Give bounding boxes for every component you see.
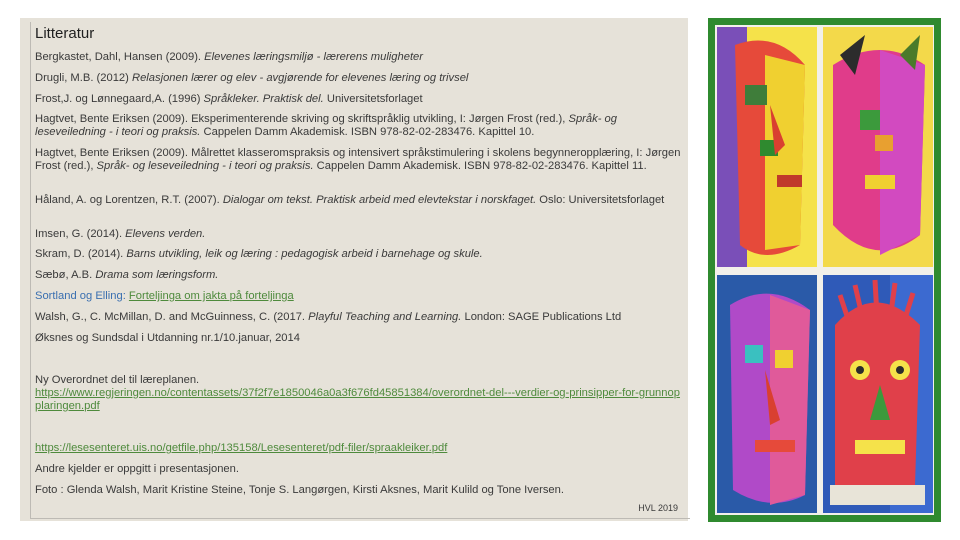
ref-text: Håland, A. og Lorentzen, R.T. (2007). bbox=[35, 194, 223, 206]
ref-text: Andre kjelder er oppgitt i presentasjonen. bbox=[35, 463, 239, 475]
artwork-photo bbox=[715, 25, 934, 515]
ref-title: Språkleker. Praktisk del. bbox=[203, 93, 324, 105]
ref-text: Foto : Glenda Walsh, Marit Kristine Steine, Tonje S. Langørgen, Kirsti Aksnes, Marit Kulild og Tone Iversen. bbox=[35, 484, 564, 496]
ref-title: Relasjonen lærer og elev - avgjørende for elevenes læring og trivsel bbox=[132, 72, 469, 84]
children-drawings-image bbox=[715, 25, 934, 515]
reference-item bbox=[35, 463, 685, 476]
ref-publisher: Oslo: Universitetsforlaget bbox=[536, 194, 665, 206]
reference-item bbox=[35, 248, 685, 261]
reference-item bbox=[35, 290, 685, 303]
ref-link[interactable]: Forteljinga om jakta på forteljinga bbox=[128, 290, 294, 302]
ref-text: Sæbø, A.B. bbox=[35, 269, 96, 281]
ref-text: Øksnes og Sundsdal i Utdanning nr.1/10.januar, 2014 bbox=[35, 332, 300, 344]
reference-item bbox=[35, 194, 685, 207]
reference-item bbox=[35, 311, 685, 324]
ref-title: Elevens verden. bbox=[125, 228, 206, 240]
ref-text: Frost,J. og Lønnegaard,A. (1996) bbox=[35, 93, 204, 105]
ref-text: Ny Overordnet del til læreplanen. bbox=[35, 374, 200, 386]
ref-title: Drama som læringsform. bbox=[95, 269, 219, 281]
footer-label: HVL 2019 bbox=[638, 503, 678, 513]
reference-item bbox=[35, 332, 685, 345]
reference-item bbox=[35, 374, 685, 413]
ref-publisher: Cappelen Damm Akademisk. ISBN 978-82-02-283476. Kapittel 10. bbox=[200, 126, 535, 138]
ref-text: Sortland og Elling: bbox=[35, 290, 129, 302]
ref-link[interactable]: https://lesesenteret.uis.no/getfile.php/135158/Lesesenteret/pdf-filer/spraakleiker.pdf bbox=[35, 442, 448, 454]
reference-item bbox=[35, 113, 685, 139]
ref-title: Elevenes læringsmiljø - lærerens muligheter bbox=[204, 51, 424, 63]
reference-item bbox=[35, 51, 685, 64]
ref-title: Språk- og leseveiledning - i teori og praksis. bbox=[35, 113, 617, 138]
reference-item bbox=[35, 147, 685, 173]
ref-title: Playful Teaching and Learning. bbox=[308, 311, 462, 323]
ref-text: Drugli, M.B. (2012) bbox=[35, 72, 132, 84]
artwork-frame bbox=[708, 18, 941, 522]
reference-item bbox=[35, 484, 685, 497]
reference-item bbox=[35, 442, 685, 455]
ref-text: Hagtvet, Bente Eriksen (2009). Målrettet klasseromspraksis og intensivert språkstimulering i skolens begynneropplæring, I: Jørgen Frost (red.), bbox=[35, 147, 681, 172]
ref-text: Hagtvet, Bente Eriksen (2009). Eksperimenterende skriving og skriftspråklig utvikling, I: Jørgen Frost (red.), bbox=[35, 113, 569, 125]
ref-publisher: London: SAGE Publications Ltd bbox=[461, 311, 622, 323]
reference-item bbox=[35, 93, 685, 106]
ref-publisher: Cappelen Damm Akademisk. ISBN 978-82-02-283476. Kapittel 11. bbox=[313, 160, 647, 172]
ref-text: Bergkastet, Dahl, Hansen (2009). bbox=[35, 51, 205, 63]
reference-item bbox=[35, 228, 685, 241]
reference-item bbox=[35, 269, 685, 282]
ref-text: Imsen, G. (2014). bbox=[35, 228, 126, 240]
ref-text: Skram, D. (2014). bbox=[35, 248, 127, 260]
ref-title: Dialogar om tekst. Praktisk arbeid med elevtekstar i norskfaget. bbox=[222, 194, 537, 206]
ref-publisher: Universitetsforlaget bbox=[323, 93, 423, 105]
ref-text: Walsh, G., C. McMillan, D. and McGuinness, C. (2017. bbox=[35, 311, 309, 323]
ref-title: Barns utvikling, leik og læring : pedagogisk arbeid i barnehage og skule. bbox=[126, 248, 483, 260]
ref-title: Språk- og leseveiledning - i teori og praksis. bbox=[96, 160, 314, 172]
slide-title: Litteratur bbox=[35, 25, 95, 42]
ref-link[interactable]: https://www.regjeringen.no/contentassets/37f2f7e1850046a0a3f676fd45851384/overordnet-del---verdier-og-prinsipper-for-grunnopplaringen.pdf bbox=[35, 387, 680, 412]
reference-item bbox=[35, 72, 685, 85]
